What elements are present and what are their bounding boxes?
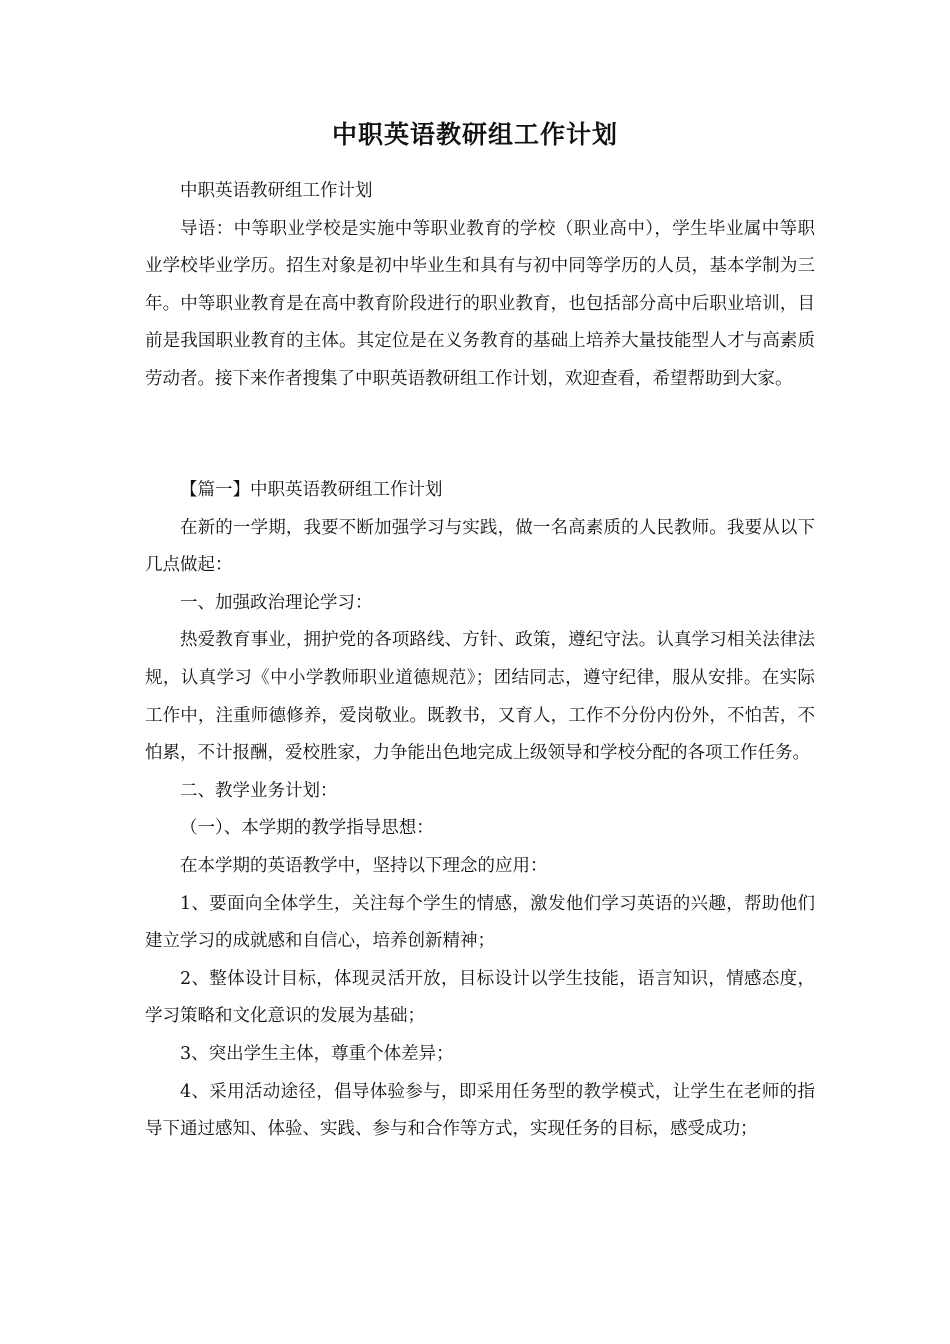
subheading: 二、教学业务计划： [180,780,338,801]
list-item: 2、整体设计目标，体现灵活开放，目标设计以学生技能，语言知识，情感态度，学习策略和文化意识的发展为基础； [145,968,815,1027]
list-item: 1、要面向全体学生，关注每个学生的情感，激发他们学习英语的兴趣，帮助他们建立学习的成就感和自信心，培养创新精神； [145,893,815,952]
paragraph: 热爱教育事业，拥护党的各项路线、方针、政策，遵纪守法。认真学习相关法律法规，认真学习《中小学教师职业道德规范》；团结同志，遵守纪律，服从安排。在实际工作中，注重师德修养，爱岗敬业。既教书，又育人，工作不分份内份外，不怕苦，不怕累，不计报酬，爱校胜家，力争能出色地完成上级领导和学校分配的各项工作任务。 [145,630,815,764]
section-block [145,472,815,1149]
subheading: （一）、本学期的教学指导思想： [180,818,434,839]
subheading: 一、加强政治理论学习： [180,592,373,613]
paragraph: 在新的一学期，我要不断加强学习与实践，做一名高素质的人民教师。我要从以下几点做起： [145,517,815,576]
intro-paragraph: 导语：中等职业学校是实施中等职业教育的学校（职业高中），学生毕业属中等职业学校毕业学历。招生对象是初中毕业生和具有与初中同等学历的人员，基本学制为三年。中等职业教育是在高中教育阶段进行的职业教育，也包括部分高中后职业培训，目前是我国职业教育的主体。其定位是在义务教育的基础上培养大量技能型人才与高素质劳动者。接下来作者搜集了中职英语教研组工作计划，欢迎查看，希望帮助到大家。 [145,218,815,389]
list-item: 3、突出学生主体，尊重个体差异； [180,1043,454,1064]
intro-heading: 中职英语教研组工作计划 [180,181,373,201]
intro-block [145,173,815,399]
section-heading: 【篇一】中职英语教研组工作计划 [180,480,443,500]
document-title: 中职英语教研组工作计划 [331,120,618,149]
paragraph: 在本学期的英语教学中，坚持以下理念的应用： [180,855,548,876]
list-item: 4、采用活动途径，倡导体验参与，即采用任务型的教学模式，让学生在老师的指导下通过感知、体验、实践、参与和合作等方式，实现任务的目标，感受成功； [145,1081,815,1140]
